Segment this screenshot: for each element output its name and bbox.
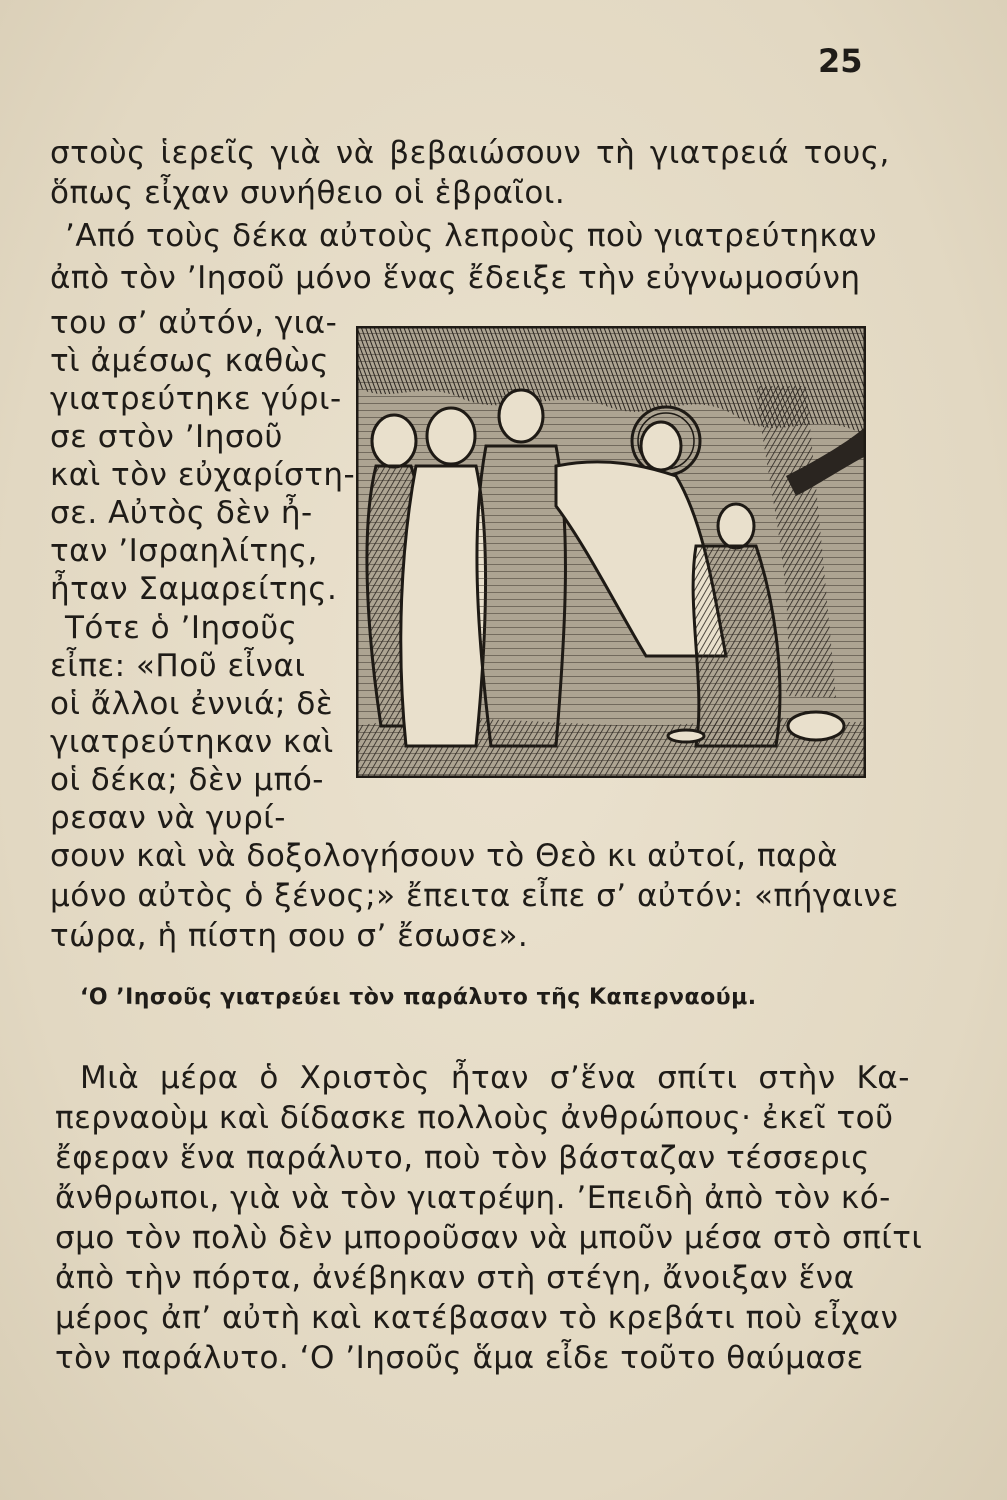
text-line: του σ’ αὐτόν, για- <box>50 305 338 341</box>
text-line: ἀπὸ τὸν ’Ιησοῦ μόνο ἕνας ἔδειξε τὴν εὐγνωμοσύνη <box>50 260 861 296</box>
section-heading: ‘Ο ’Ιησοῦς γιατρεύει τὸν παράλυτο τῆς Καπερναούμ. <box>80 985 757 1010</box>
text-line: γιατρεύτηκαν καὶ <box>50 724 334 760</box>
text-line: σε. Αὐτὸς δὲν ἦ- <box>50 495 313 531</box>
text-line: σε στὸν ’Ιησοῦ <box>50 419 283 455</box>
text-line: εἶπε: «Ποῦ εἶναι <box>50 648 306 684</box>
text-line: περναοὺμ καὶ δίδασκε πολλοὺς ἀνθρώπους· ἐκεῖ τοῦ <box>55 1100 894 1136</box>
text-line: μόνο αὐτὸς ὁ ξένος;» ἔπειτα εἶπε σ’ αὐτόν: «πήγαινε <box>50 878 899 914</box>
text-line: τὸν παράλυτο. ‘Ο ’Ιησοῦς ἅμα εἶδε τοῦτο θαύμασε <box>55 1340 864 1376</box>
text-line: ρεσαν νὰ γυρί- <box>50 800 286 836</box>
woodcut-illustration <box>356 326 866 778</box>
text-line: σουν καὶ νὰ δοξολογήσουν τὸ Θεὸ κι αὐτοί, παρὰ <box>50 838 839 874</box>
text-line: μέρος ἀπ’ αὐτὴ καὶ κατέβασαν τὸ κρεβάτι ποὺ εἶχαν <box>55 1300 899 1336</box>
text-line: ἔφεραν ἕνα παράλυτο, ποὺ τὸν βάσταζαν τέσσερις <box>55 1140 870 1176</box>
illustration-drawing <box>356 326 866 778</box>
text-line: Τότε ὁ ’Ιησοῦς <box>65 610 298 646</box>
text-line: σμο τὸν πολὺ δὲν μποροῦσαν νὰ μποῦν μέσα στὸ σπίτι <box>55 1220 923 1256</box>
text-line: ’Από τοὺς δέκα αὐτοὺς λεπροὺς ποὺ γιατρεύτηκαν <box>65 218 877 254</box>
text-line: οἱ δέκα; δὲν μπό- <box>50 762 324 798</box>
page-number: 25 <box>818 42 863 80</box>
text-line: ταν ’Ισραηλίτης, <box>50 533 318 569</box>
text-line: ἄνθρωποι, γιὰ νὰ τὸν γιατρέψη. ’Επειδὴ ἀπὸ τὸν κό- <box>55 1180 891 1216</box>
text-line: ἀπὸ τὴν πόρτα, ἀνέβηκαν στὴ στέγη, ἄνοιξαν ἕνα <box>55 1260 855 1296</box>
text-line: καὶ τὸν εὐχαρίστη- <box>50 457 356 493</box>
text-line: τὶ ἀμέσως καθὼς <box>50 343 329 379</box>
text-line: ἦταν Σαμαρείτης. <box>50 571 338 607</box>
text-line: τώρα, ἡ πίστη σου σ’ ἔσωσε». <box>50 918 529 954</box>
text-line: γιατρεύτηκε γύρι- <box>50 381 342 417</box>
text-line: Μιὰ μέρα ὁ Χριστὸς ἦταν σ’ἕνα σπίτι στὴν Κα- <box>80 1060 910 1096</box>
text-line: οἱ ἄλλοι ἐννιά; δὲ <box>50 686 334 722</box>
text-line: ὅπως εἶχαν συνήθειο οἱ ἑβραῖοι. <box>50 175 566 211</box>
text-line: στοὺς ἱερεῖς γιὰ νὰ βεβαιώσουν τὴ γιατρειά τους, <box>50 135 890 171</box>
